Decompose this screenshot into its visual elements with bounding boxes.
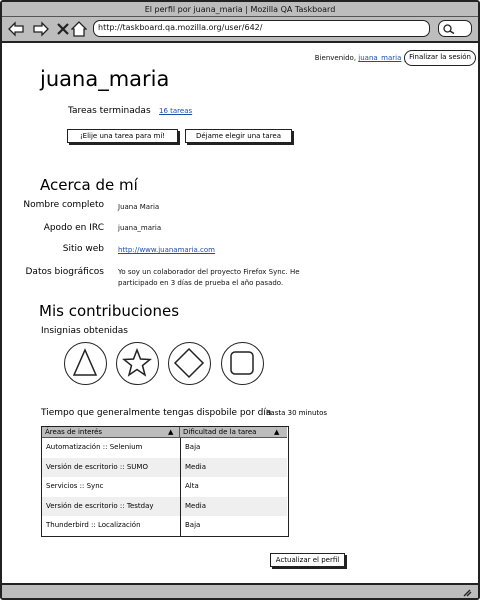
sort-ascending-icon: ▲ bbox=[274, 428, 280, 436]
window-title: El perfil por juana_maria | Mozilla QA Taskboard bbox=[2, 2, 478, 17]
tasks-done-link[interactable]: 16 tareas bbox=[159, 107, 193, 115]
table-cell-area: Thunderbird :: Localización bbox=[46, 521, 141, 530]
search-box[interactable] bbox=[438, 20, 472, 37]
table-cell-difficulty: Baja bbox=[185, 443, 201, 451]
welcome-user-link[interactable]: juana_maria bbox=[358, 54, 402, 62]
star-badge-icon bbox=[116, 342, 159, 385]
website-label: Sitio web bbox=[62, 244, 104, 254]
table-row[interactable] bbox=[42, 497, 287, 517]
column-header-difficulty[interactable] bbox=[180, 427, 287, 438]
irc-label: Apodo en IRC bbox=[43, 223, 104, 233]
fullname-label: Nombre completo bbox=[23, 200, 104, 210]
forward-arrow-icon[interactable] bbox=[33, 21, 49, 37]
irc-value: juana_maria bbox=[118, 224, 162, 232]
home-icon[interactable] bbox=[71, 21, 87, 37]
bio-label: Datos biográficos bbox=[25, 267, 104, 277]
page-title: juana_maria bbox=[40, 67, 170, 91]
navigation-bar bbox=[2, 17, 478, 43]
website-link[interactable]: http://www.juanamaria.com bbox=[118, 246, 215, 254]
website-value bbox=[118, 246, 215, 254]
close-x-icon[interactable] bbox=[55, 21, 71, 37]
table-cell-difficulty: Alta bbox=[185, 482, 199, 491]
table-cell-area: Versión de escritorio :: Testday bbox=[46, 501, 154, 510]
column-header-difficulty-label: Dificultad de la tarea bbox=[183, 428, 257, 436]
search-icon bbox=[443, 24, 455, 34]
badges-label: Insignias obtenidas bbox=[41, 326, 128, 336]
triangle-badge-icon bbox=[64, 342, 107, 385]
table-row[interactable] bbox=[42, 438, 287, 458]
square-badge-icon bbox=[221, 342, 264, 385]
diamond-badge-icon bbox=[168, 342, 211, 385]
table-header bbox=[42, 427, 287, 438]
table-row[interactable] bbox=[42, 516, 287, 536]
page-content bbox=[2, 45, 478, 583]
logout-button[interactable]: Finalizar la sesión bbox=[404, 50, 476, 66]
bio-value: Yo soy un colaborador del proyecto Firefox Sync. He participado en 3 días de prueba el año pasado. bbox=[118, 268, 300, 287]
column-divider bbox=[180, 438, 181, 536]
column-header-areas-label: Áreas de interés bbox=[45, 428, 103, 436]
table-cell-area: Servicios :: Sync bbox=[46, 482, 104, 491]
resize-grip-icon[interactable] bbox=[462, 588, 472, 600]
table-cell-area: Automatización :: Selenium bbox=[46, 443, 143, 451]
welcome-prefix: Bienvenido, bbox=[314, 54, 357, 62]
sort-ascending-icon: ▲ bbox=[168, 428, 174, 436]
table-cell-difficulty: Media bbox=[185, 501, 207, 510]
back-arrow-icon[interactable] bbox=[8, 21, 24, 37]
interests-table bbox=[41, 426, 289, 537]
let-me-choose-button[interactable]: Déjame elegir una tarea bbox=[185, 129, 292, 143]
table-cell-difficulty: Baja bbox=[185, 521, 201, 530]
welcome-text bbox=[315, 54, 406, 62]
contributions-title: Mis contribuciones bbox=[39, 302, 180, 320]
table-cell-area: Versión de escritorio :: SUMO bbox=[46, 462, 148, 471]
update-profile-button[interactable]: Actualizar el perfil bbox=[270, 553, 345, 567]
tasks-done-label: Tareas terminadas bbox=[68, 106, 151, 116]
status-bar bbox=[2, 583, 478, 600]
availability-label: Tiempo que generalmente tengas dispobile por día bbox=[41, 408, 272, 418]
about-title: Acerca de mí bbox=[40, 176, 138, 194]
url-bar[interactable]: http://taskboard.qa.mozilla.org/user/642/ bbox=[93, 20, 430, 37]
availability-value: hasta 30 minutos bbox=[266, 409, 328, 417]
choose-task-button[interactable]: ¡Elije una tarea para mí! bbox=[67, 129, 178, 143]
table-row[interactable] bbox=[42, 458, 287, 478]
fullname-value: Juana Maria bbox=[118, 203, 160, 211]
column-header-areas[interactable] bbox=[42, 427, 180, 438]
table-row[interactable] bbox=[42, 477, 287, 497]
table-cell-difficulty: Media bbox=[185, 462, 207, 471]
